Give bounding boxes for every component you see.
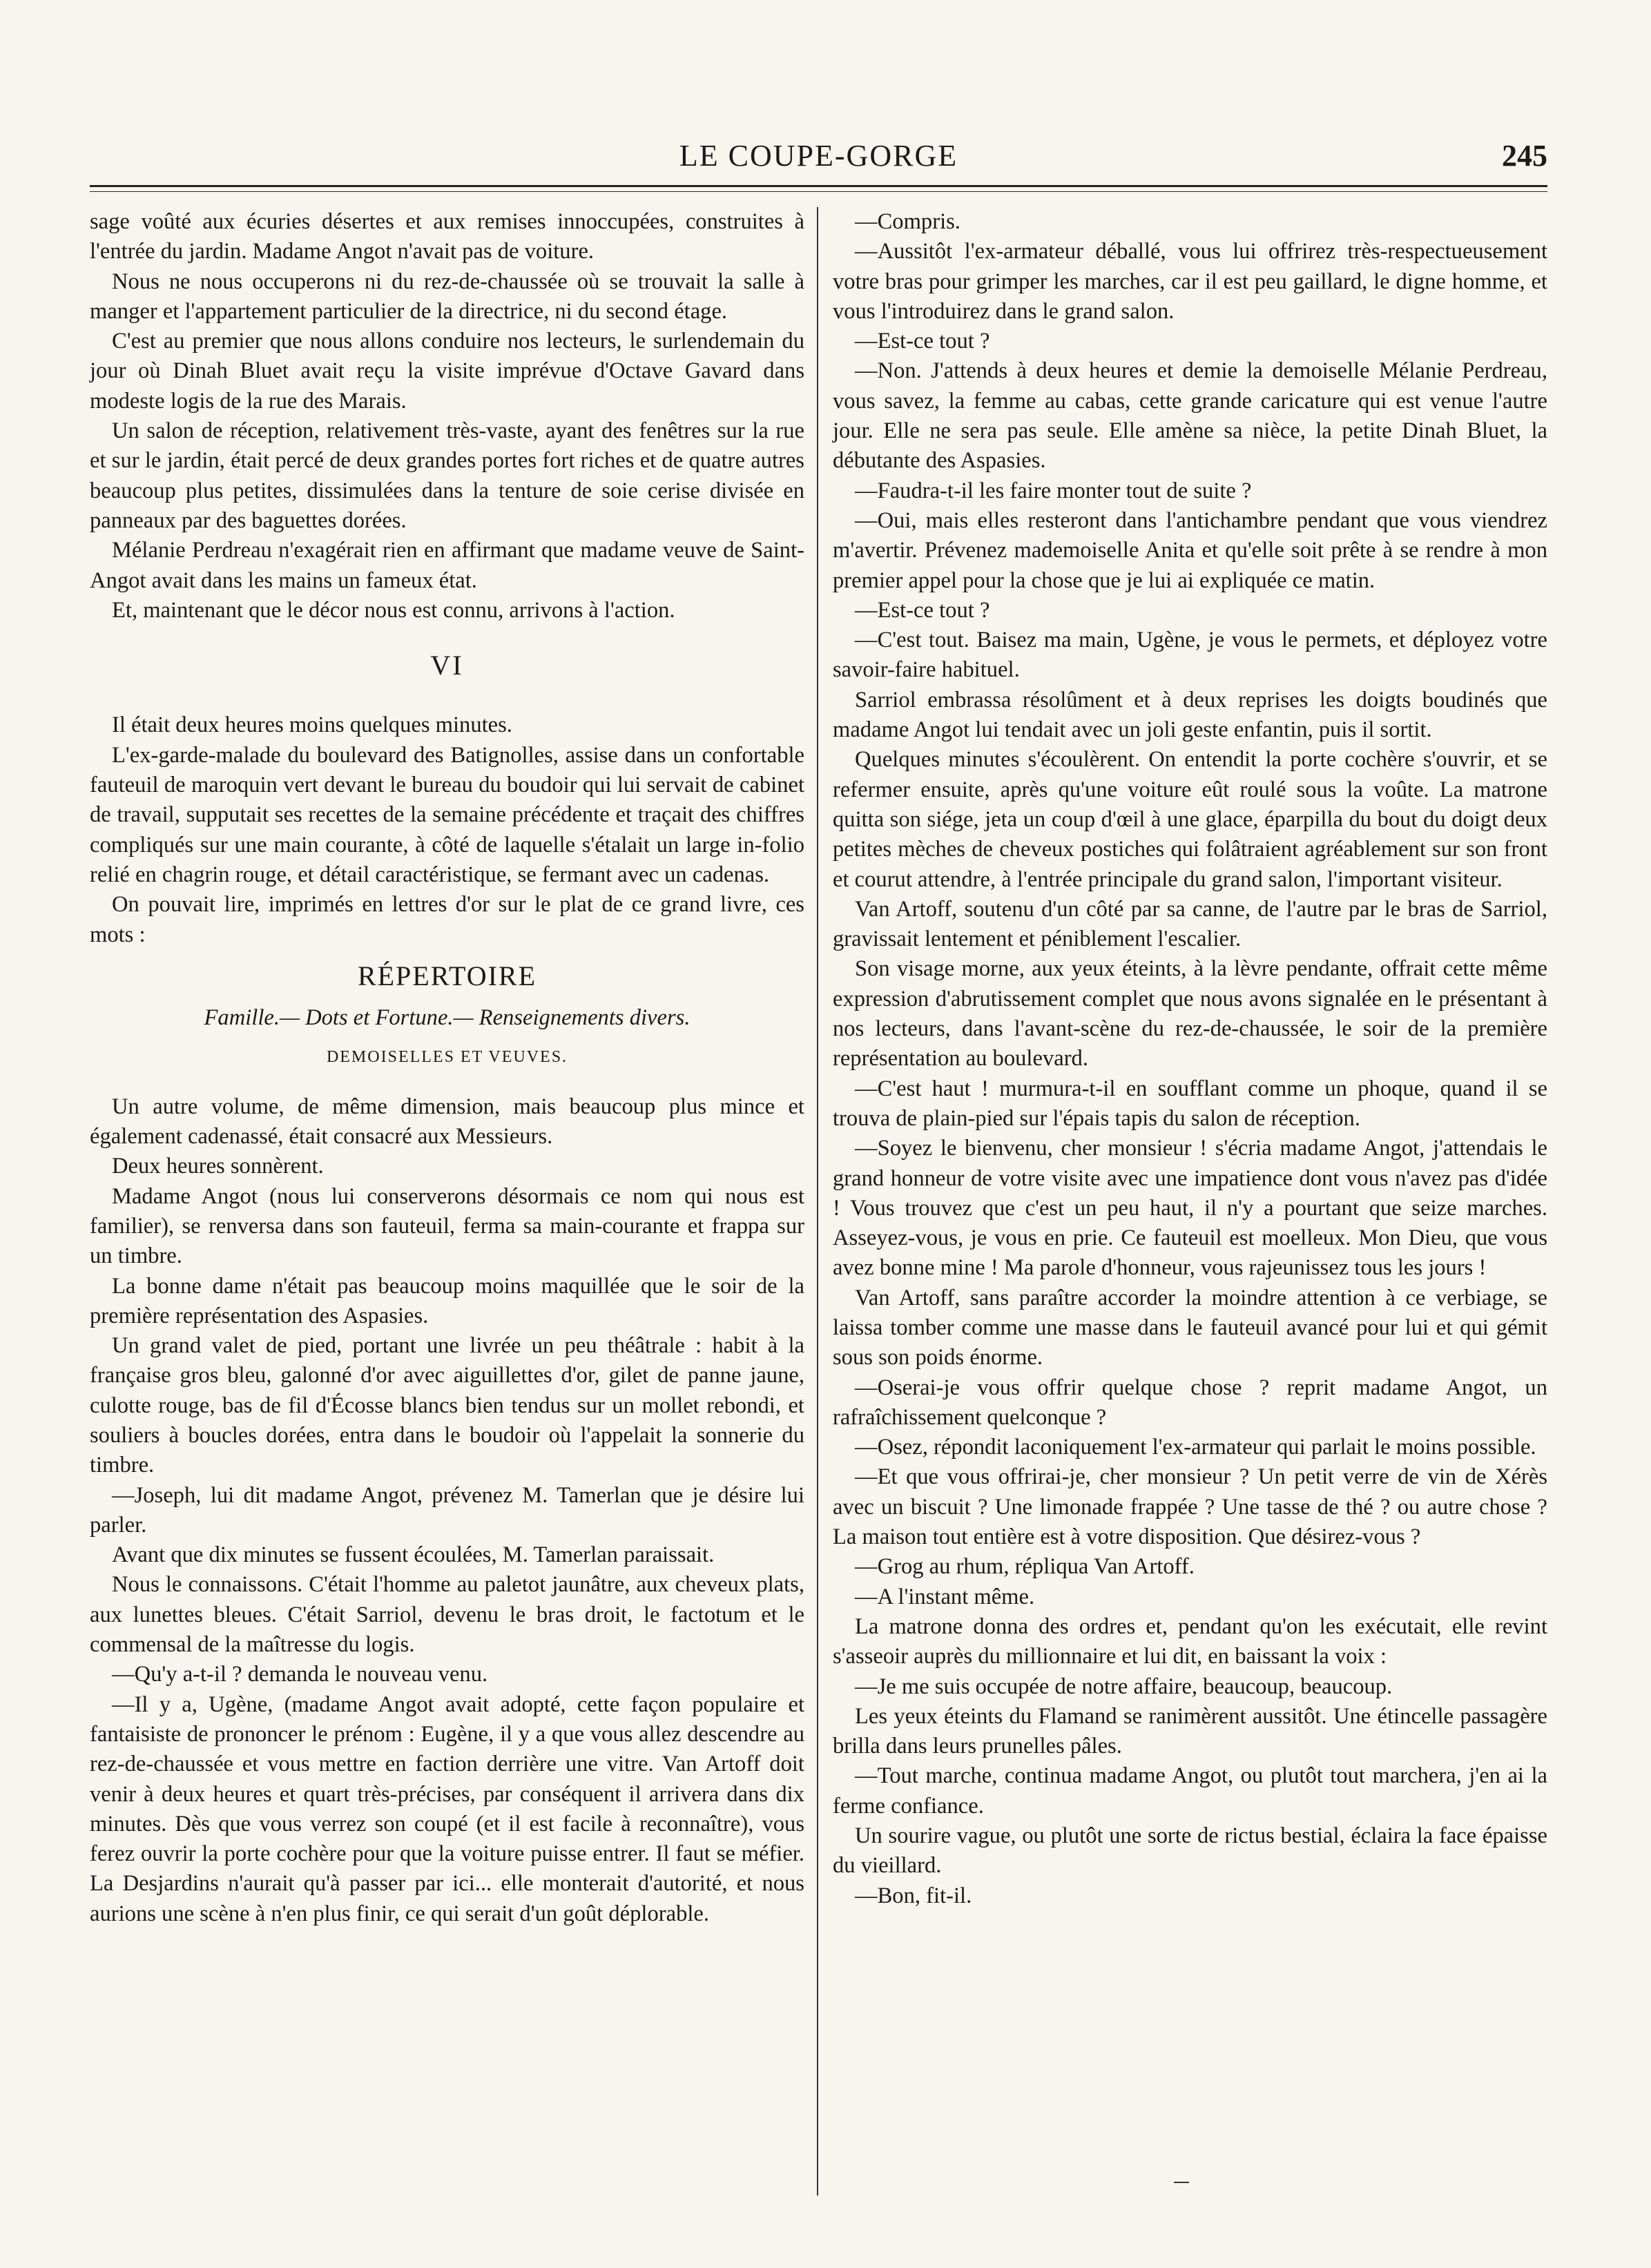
paragraph: Mélanie Perdreau n'exagérait rien en affirmant que madame veuve de Saint-Angot avait dans les mains un fameux état. xyxy=(90,538,804,593)
paragraph: Deux heures sonnèrent. xyxy=(112,1154,324,1179)
paragraph: —Grog au rhum, répliqua Van Artoff. xyxy=(855,1554,1195,1580)
paragraph: —Compris. xyxy=(855,209,960,234)
book-subtitle: Famille.— Dots et Fortune.— Renseignements divers. xyxy=(204,1005,691,1031)
paragraph: C'est au premier que nous allons conduire nos lecteurs, le surlendemain du jour où Dinah Bluet avait reçu la visite imprévue d'Octave Gavard dans modeste logis de la rue des Marais. xyxy=(90,329,804,414)
paragraph: —A l'instant même. xyxy=(855,1584,1035,1609)
left-column xyxy=(90,207,804,1929)
paragraph: —Osez, répondit laconiquement l'ex-armateur qui parlait le moins possible. xyxy=(855,1435,1536,1460)
paragraph: Et, maintenant que le décor nous est connu, arrivons à l'action. xyxy=(112,597,675,623)
paragraph: —Joseph, lui dit madame Angot, prévenez M. Tamerlan que je désire lui parler. xyxy=(90,1482,804,1538)
paragraph: Un sourire vague, ou plutôt une sorte de rictus bestial, éclaira la face épaisse du vieillard. xyxy=(833,1823,1547,1879)
paragraph: —Est-ce tout ? xyxy=(855,329,990,354)
paragraph: Un salon de réception, relativement très-vaste, ayant des fenêtres sur la rue et sur le jardin, était percé de deux grandes portes fort riches et de quatre autres beaucoup plus petites, dissimulées dans la tenture de soie cerise divisée en panneaux par des baguettes dorées. xyxy=(90,418,804,533)
paragraph: Avant que dix minutes se fussent écoulées, M. Tamerlan paraissait. xyxy=(112,1542,715,1568)
paragraph: Il était deux heures moins quelques minutes. xyxy=(112,713,512,738)
paragraph: —Soyez le bienvenu, cher monsieur ! s'écria madame Angot, j'attendais le grand honneur de votre visite avec une impatience dont vous n'avez pas d'idée ! Vous trouvez que c'est un peu haut, il n'y a pourtant que seize marches. Asseyez-vous, je vous en prie. Ce fauteuil est moelleux. Mon Dieu, que vous avez bonne mine ! Ma parole d'honneur, vous rajeunissez tous les jours ! xyxy=(833,1136,1547,1281)
paragraph: Quelques minutes s'écoulèrent. On entendit la porte cochère s'ouvrir, et se refermer ensuite, après qu'une voiture eût roulé sous la voûte. La matrone quitta son siége, jeta un coup d'œil à une glace, éparpilla du bout du doigt deux petites mèches de cheveux postiches qui folâtraient agréablement sur son front et courut attendre, à l'entrée principale du grand salon, l'important visiteur. xyxy=(833,747,1547,892)
paragraph: —C'est haut ! murmura-t-il en soufflant comme un phoque, quand il se trouva de plain-pied sur l'épais tapis du salon de réception. xyxy=(833,1076,1547,1131)
paragraph: Nous ne nous occuperons ni du rez-de-chaussée où se trouvait la salle à manger et l'appartement particulier de la directrice, ni du second étage. xyxy=(90,269,804,324)
paragraph: Un autre volume, de même dimension, mais beaucoup plus mince et également cadenassé, était consacré aux Messieurs. xyxy=(90,1094,804,1150)
book-section: DEMOISELLES ET VEUVES. xyxy=(326,1048,568,1067)
paragraph: La matrone donna des ordres et, pendant qu'on les exécutait, elle revint s'asseoir auprès du millionnaire et lui dit, en baissant la voix : xyxy=(833,1613,1547,1669)
paragraph: Van Artoff, sans paraître accorder la moindre attention à ce verbiage, se laissa tomber comme une masse dans le fauteuil avancé pour lui et qui gémit sous son poids énorme. xyxy=(833,1285,1547,1370)
running-header xyxy=(90,138,1547,180)
paragraph: —Je me suis occupée de notre affaire, beaucoup, beaucoup. xyxy=(855,1674,1393,1699)
paragraph: —Non. J'attends à deux heures et demie la demoiselle Mélanie Perdreau, vous savez, la femme au cabas, cette grande caricature qui est venue l'autre jour. Elle ne sera pas seule. Elle amène sa nièce, la petite Dinah Bluet, la débutante des Aspasies. xyxy=(833,358,1547,474)
header-rule xyxy=(90,185,1547,192)
paragraph: —Tout marche, continua madame Angot, ou plutôt tout marchera, j'en ai la ferme confiance. xyxy=(833,1763,1547,1819)
end-mark xyxy=(1174,2182,1189,2183)
paragraph: Sarriol embrassa résolûment et à deux reprises les doigts boudinés que madame Angot lui tendait avec un joli geste enfantin, puis il sortit. xyxy=(833,687,1547,743)
paragraph: Un grand valet de pied, portant une livrée un peu théâtrale : habit à la française gros bleu, galonné d'or avec aiguillettes d'or, gilet de panne jaune, culotte rouge, bas de fil d'Écosse blancs bien tendus sur un mollet rebondi, et souliers à boucles dorées, entra dans le boudoir où l'appelait la sonnerie du timbre. xyxy=(90,1333,804,1478)
right-column xyxy=(833,207,1547,1911)
paragraph: —Oui, mais elles resteront dans l'antichambre pendant que vous viendrez m'avertir. Prévenez mademoiselle Anita et qu'elle soit prête à se rendre à mon premier appel pour la chose que je lui ai expliquée ce matin. xyxy=(833,507,1547,593)
paragraph: Madame Angot (nous lui conserverons désormais ce nom qui nous est familier), se renversa dans son fauteuil, ferma sa main-courante et frappa sur un timbre. xyxy=(90,1183,804,1269)
paragraph: Van Artoff, soutenu d'un côté par sa canne, de l'autre par le bras de Sarriol, gravissait lentement et péniblement l'escalier. xyxy=(833,896,1547,952)
paragraph: sage voûté aux écuries désertes et aux remises innoccupées, construites à l'entrée du jardin. Madame Angot n'avait pas de voiture. xyxy=(90,209,804,264)
paragraph: —Il y a, Ugène, (madame Angot avait adopté, cette façon populaire et fantaisiste de prononcer le prénom : Eugène, il y a que vous allez descendre au rez-de-chaussée et vous mettre en faction derrière une vitre. Van Artoff doit venir à deux heures et quart très-précises, par conséquent il arrivera dans dix minutes. Dès que vous verrez son coupé (et il est facile à reconnaître), vous ferez ouvrir la porte cochère pour que la voiture puisse entrer. Il faut se méfier. La Desjardins n'aurait qu'à passer par ici... elle monterait d'autorité, et nous aurions une scène à n'en plus finir, ce qui serait d'un goût déplorable. xyxy=(90,1692,804,1926)
paragraph: —Est-ce tout ? xyxy=(855,597,990,623)
paragraph: La bonne dame n'était pas beaucoup moins maquillée que le soir de la première représentation des Aspasies. xyxy=(90,1273,804,1328)
running-title: LE COUPE-GORGE xyxy=(679,139,958,173)
paragraph: —C'est tout. Baisez ma main, Ugène, je vous le permets, et déployez votre savoir-faire habituel. xyxy=(833,628,1547,683)
paragraph: —Aussitôt l'ex-armateur déballé, vous lui offrirez très-respectueusement votre bras pour grimper les marches, car il est peu gaillard, le digne homme, et vous l'introduirez dans le grand salon. xyxy=(833,239,1547,324)
paragraph: Son visage morne, aux yeux éteints, à la lèvre pendante, offrait cette même expression d'abrutissement complet que nous avons signalée en le présentant à nos lecteurs, dans l'avant-scène du rez-de-chaussée, le soir de la première représentation au boulevard. xyxy=(833,956,1547,1072)
paragraph: —Et que vous offrirai-je, cher monsieur ? Un petit verre de vin de Xérès avec un biscuit ? Une limonade frappée ? Une tasse de thé ? ou autre chose ? La maison tout entière est à votre disposition. Que désirez-vous ? xyxy=(833,1464,1547,1550)
paragraph: —Faudra-t-il les faire monter tout de suite ? xyxy=(855,478,1252,503)
column-divider xyxy=(817,207,818,2196)
paragraph: L'ex-garde-malade du boulevard des Batignolles, assise dans un confortable fauteuil de maroquin vert devant le bureau du boudoir qui lui servait de cabinet de travail, supputait ses recettes de la semaine précédente et traçait des chiffres compliqués sur une main courante, à côté de laquelle s'étalait un large in-folio relié en chagrin rouge, et détail caractéristique, se fermant avec un cadenas. xyxy=(90,742,804,887)
page-number: 245 xyxy=(1502,139,1547,173)
paragraph: —Qu'y a-t-il ? demanda le nouveau venu. xyxy=(112,1662,488,1687)
paragraph: —Oserai-je vous offrir quelque chose ? reprit madame Angot, un rafraîchissement quelconque ? xyxy=(833,1375,1547,1430)
paragraph: Les yeux éteints du Flamand se ranimèrent aussitôt. Une étincelle passagère brilla dans leurs prunelles pâles. xyxy=(833,1703,1547,1759)
book-title: RÉPERTOIRE xyxy=(357,960,537,991)
paragraph: On pouvait lire, imprimés en lettres d'or sur le plat de ce grand livre, ces mots : xyxy=(90,892,804,947)
paragraph: Nous le connaissons. C'était l'homme au paletot jaunâtre, aux cheveux plats, aux lunettes bleues. C'était Sarriol, devenu le bras droit, le factotum et le commensal de la maîtresse du logis. xyxy=(90,1572,804,1658)
paragraph: —Bon, fit-il. xyxy=(855,1883,972,1908)
chapter-heading: VI xyxy=(430,650,464,681)
